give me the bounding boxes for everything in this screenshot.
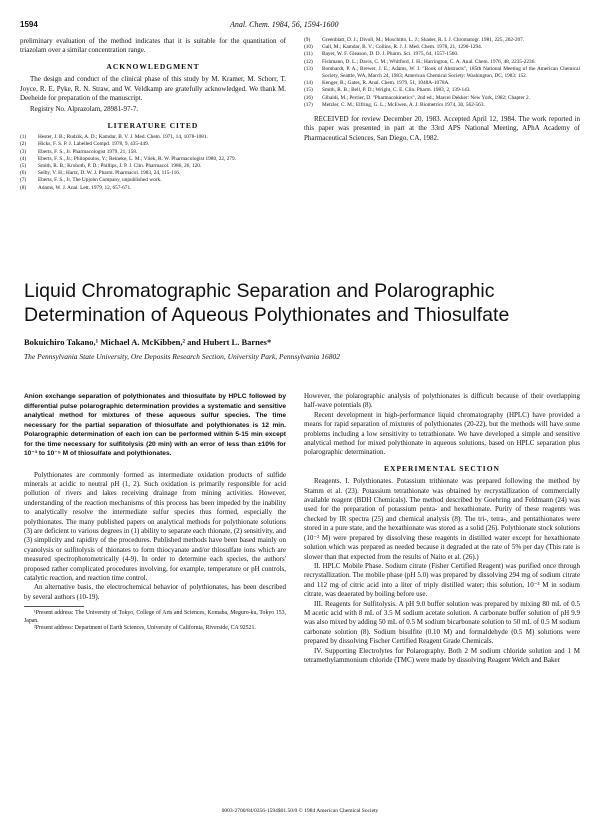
abstract: Anion exchange separation of polythionates and thiosulfate by HPLC followed by differential pulse polarographic determination provides a systematic and sensitive analytical method for mixtures of these aqueous sulfur species. The time necessary for the partial separation of thiosulfate and polythionates is 12 min. Polarographic determination of each ion can be performed within 5-15 min except for the time necessary for sulfitolysis (20 min) with an error of less than ±10% for 10⁻³ to 10⁻⁵ M of thiosulfate and polythionates. xyxy=(24,393,286,457)
registry-numbers: Registry No. Alprazolam, 28981-97-7. xyxy=(30,105,139,114)
title-line: Liquid Chromatographic Separation and Polarographic xyxy=(24,280,495,302)
received-date-note: RECEIVED for review December 20, 1983. Accepted April 12, 1984. The work reported in this paper was presented in part at the 33rd APS National Meeting, APhA Academy of Pharmaceutical Sciences, San Diego, CA, 1982. xyxy=(304,115,580,142)
experimental-section-heading: EXPERIMENTAL SECTION xyxy=(384,463,500,473)
reagents-supporting-electrolytes: IV. Supporting Electrolytes for Polarography. Both 2 M sodium chloride solution and 1 M tetramethylammonium chloride (TMC) were made by dissolving Reagent Welch and Baker xyxy=(304,646,580,664)
reference-item: (5) Smith, R. B.; Kroboth, P. D.; Phillips, J. P. J. Clin. Pharmacol. 1986, 26, 120. xyxy=(20,163,202,170)
reference-item: (15) Smith, R. B.; Bell, P. D.; Wright, C. E. Clin. Pharm. 1983, 2, 139-143. xyxy=(304,87,471,94)
footnote: ²Present address: Department of Earth Sciences, University of California, Riverside, CA 92521. xyxy=(34,625,256,632)
reagents-polythionates: Reagents. I. Polythionates. Potassium trithionate was prepared following the method by Stamm et al. (23). Potassium tetrathionate was obtained by recrystallization of commercially available reagent (BDH Chemicals). The method described by Goehring and Feldmann (24) was used for the preparation of potassium penta- and hexathionate. Purity of these reagents was checked by IR spectra (25) and chemical analysis (8). The tri-, tetra-, and pentathionates were stored in a pure state, and the hexathionate was stored as a solid (26). Polythionate stock solutions (10⁻² M) were prepared by dissolving these reagents in distilled water except for hexathionate solution which was prepared as needed because it degraded at the rate of 5% per day (This rate is slower than that expected from the results of Naito et al. (26).) xyxy=(304,477,580,561)
introduction-paragraph: An alternative basis, the electrochemical behavior of polythionates, has been described by several authors (10-19). xyxy=(24,583,286,601)
reference-item: (11) Bayer, W. F. Gleason, D. D. J. Pharm. Sci. 1975, 64, 1557-1560. xyxy=(304,51,459,58)
reference-item: (9) Greenblatt, D. J.; Divoll, M.; Moschitto, L. J.; Shader, R. I. J. Chromatogr. 1981, 225, 202-207. xyxy=(304,37,525,43)
article-right-column xyxy=(304,392,580,665)
author-list: Bokuichiro Takano,¹ Michael A. McKibben,² and Hubert L. Barnes* xyxy=(24,337,272,347)
previous-article-left-column xyxy=(20,37,286,192)
reference-item: (17) Metzler, C. M.; Elfring, G. L.; McEwen, A. J. Biometrics 1974, 30, 562-563. xyxy=(304,101,485,108)
reference-item: (4) Eberts, F. S., Jr.; Philopoulos, Y.; Reineke, L. M.; Vliek, R. W. Pharmacologist 1980, 22, 279. xyxy=(20,155,236,162)
reference-list-left xyxy=(20,134,286,192)
title-line: Determination of Aqueous Polythionates and Thiosulfate xyxy=(24,304,510,326)
reference-item: (10) Gall, M.; Kamdar, B. V.; Collins, R. J. J. Med. Chem. 1978, 21, 1290-1294. xyxy=(304,44,483,51)
reference-item: (2) Hicks, F. S. P. J. Labelled Compd. 1978, 9, 435-449. xyxy=(20,141,150,148)
reference-item: (6) Selby, V. H.; Hartz, D. W. J. Pharm. Pharmacol. 1983, 24, 115-116. xyxy=(20,170,181,177)
previous-article-right-column xyxy=(304,37,580,143)
reference-item: (1) Hester, J. B.; Rudzik, A. D.; Kamdar, B. V. J. Med. Chem. 1971, 14, 1078-1081. xyxy=(20,134,208,141)
reference-item: (8) Adams, W. J. Anal. Lett. 1979, 12, 657-671. xyxy=(20,184,132,191)
acknowledgment-text: The design and conduct of the clinical phase of this study by M. Kramer, M. Schorr, T. Joyce, R. E. Pyke, R. N. Straw, and W. Veldkamp are gratefully acknowledged. We thank M. Deeheide for preparation of the manuscript. xyxy=(20,75,286,103)
reference-item: (16) Gibaldi, M.; Perrier, D. "Pharmacokinetics", 2nd ed.; Marcel Dekker: New York, 1982; Chapter 2. xyxy=(304,94,530,101)
journal-citation: Anal. Chem. 1984, 56, 1594-1600 xyxy=(230,20,339,29)
author-affiliation: The Pennsylvania State University, Ore Deposits Research Section, University Park, Pennsylvania 16802 xyxy=(24,352,341,361)
literature-cited-heading: LITERATURE CITED xyxy=(107,120,199,130)
reference-item: (3) Eberts, F. S., Jr. Pharmacologist 1979, 21, 158. xyxy=(20,148,138,155)
closing-paragraph: preliminary evaluation of the method indicates that it is suitable for the quantitation of triazolam over a similar concentration range. xyxy=(20,37,286,55)
acknowledgment-heading: ACKNOWLEDGMENT xyxy=(106,61,200,71)
body-paragraph: However, the polarographic analysis of polythionates is difficult because of their overlapping half-wave potentials (8). xyxy=(304,392,580,410)
copyright-line: 0003-2700/84/0356-1594$01.50/0 © 1984 American Chemical Society xyxy=(221,808,379,814)
article-title xyxy=(24,279,564,327)
reference-item: (14) Kenger, B.; Gates, R. Anal. Chem. 1979, 51, 1048A-1078A. xyxy=(304,80,450,87)
reference-item: (13) Bombardt, P. A.; Brewer, J. E.; Adams, W. J. "Book of Abstracts", 185th National Meeting of the American Chemical Society, Seattle, WA, March 24, 1983; American Chemical Society: Washington, DC, 1983; 152. xyxy=(304,65,580,80)
reference-item: (12) Fishmann, D. L.; Davis, C. M.; Whitford, J. H.; Harrington, C. A. Anal. Chem. 1976, 48, 2235-2236. xyxy=(304,58,536,65)
reference-item: (7) Eberts, F. S., Jr. The Upjohn Company, unpublished work. xyxy=(20,177,162,184)
footnote: ¹Present address: The University of Tokyo, College of Arts and Sciences, Komaba, Meguro-ku, Tokyo 153, Japan. xyxy=(24,610,286,624)
reagents-sulfitolysis: III. Reagents for Sulfitolysis. A pH 9.0 buffer solution was prepared by mixing 80 mL of 0.5 M acetic acid with 8 mL of 3.5 M sodium acetate solution. A carbonate buffer solution of pH 9.9 was also mixed by adding 50 mL of 0.5 M sodium bicarbonate solution to 50 mL of 0.5 M sodium carbonate solution (8). Sodium bisulfite (0.10 M) and formaldehyde (0.5 M) solutions were prepared by dissolving Fischer Certified Reagent Grade Chemicals. xyxy=(304,599,580,646)
reagents-hplc-mobile-phase: II. HPLC Mobile Phase. Sodium citrate (Fisher Certified Reagent) was purified once through recrystallization. The mobile phase (pH 5.0) was prepared by dissolving 294 mg of sodium citrate and 112 mg of citric acid into a liter of triply distilled water; this solution, 10⁻³ M in sodium citrate, was deaerated by boiling before use. xyxy=(304,561,580,599)
introduction-paragraph: Polythionates are commonly formed as intermediate oxidation products of sulfide minerals at acidic to neutral pH (1, 2). Such oxidation is primarily responsible for acid pollution of rivers and lakes receiving drainage from mining activities. However, understanding of the reaction mechanisms of this process has been impeded by the inability to analytically resolve the intermediate sulfur species thus formed, especially the polythionates. The many published papers on analytical methods for polythionate solutions (3) are deficient to various degrees in (1) ability to separate each thionate, (2) sensitivity, and (3) simplicity and rapidity of the procedures. Published methods have been based mainly on cyanolysis or sulfitolysis of thionates to form thiocyanate and/or thiosulfate ions which are measured spectrophotometrically (4-9). In order to determine each species, the authors' proposed rather complicated procedures involving, for example, temperature or pH controls, catalytic reaction, and reaction time control. xyxy=(24,470,286,582)
running-header xyxy=(20,20,580,34)
reference-list-right xyxy=(304,37,580,109)
page-number: 1594 xyxy=(20,20,38,29)
article-left-column xyxy=(24,392,286,633)
body-paragraph: Recent development in high-performance liquid chromatography (HPLC) have provided a means for rapid separation of mixtures of polythionates (20-22), but the methods will have some problems including a low sensitivity to tetrathionate. We have developed a simple and sensitive analytical method for mixed polythionate in aqueous solutions, based on HPLC separation plus polarographic determination. xyxy=(304,410,580,457)
footnote-divider xyxy=(24,606,84,607)
